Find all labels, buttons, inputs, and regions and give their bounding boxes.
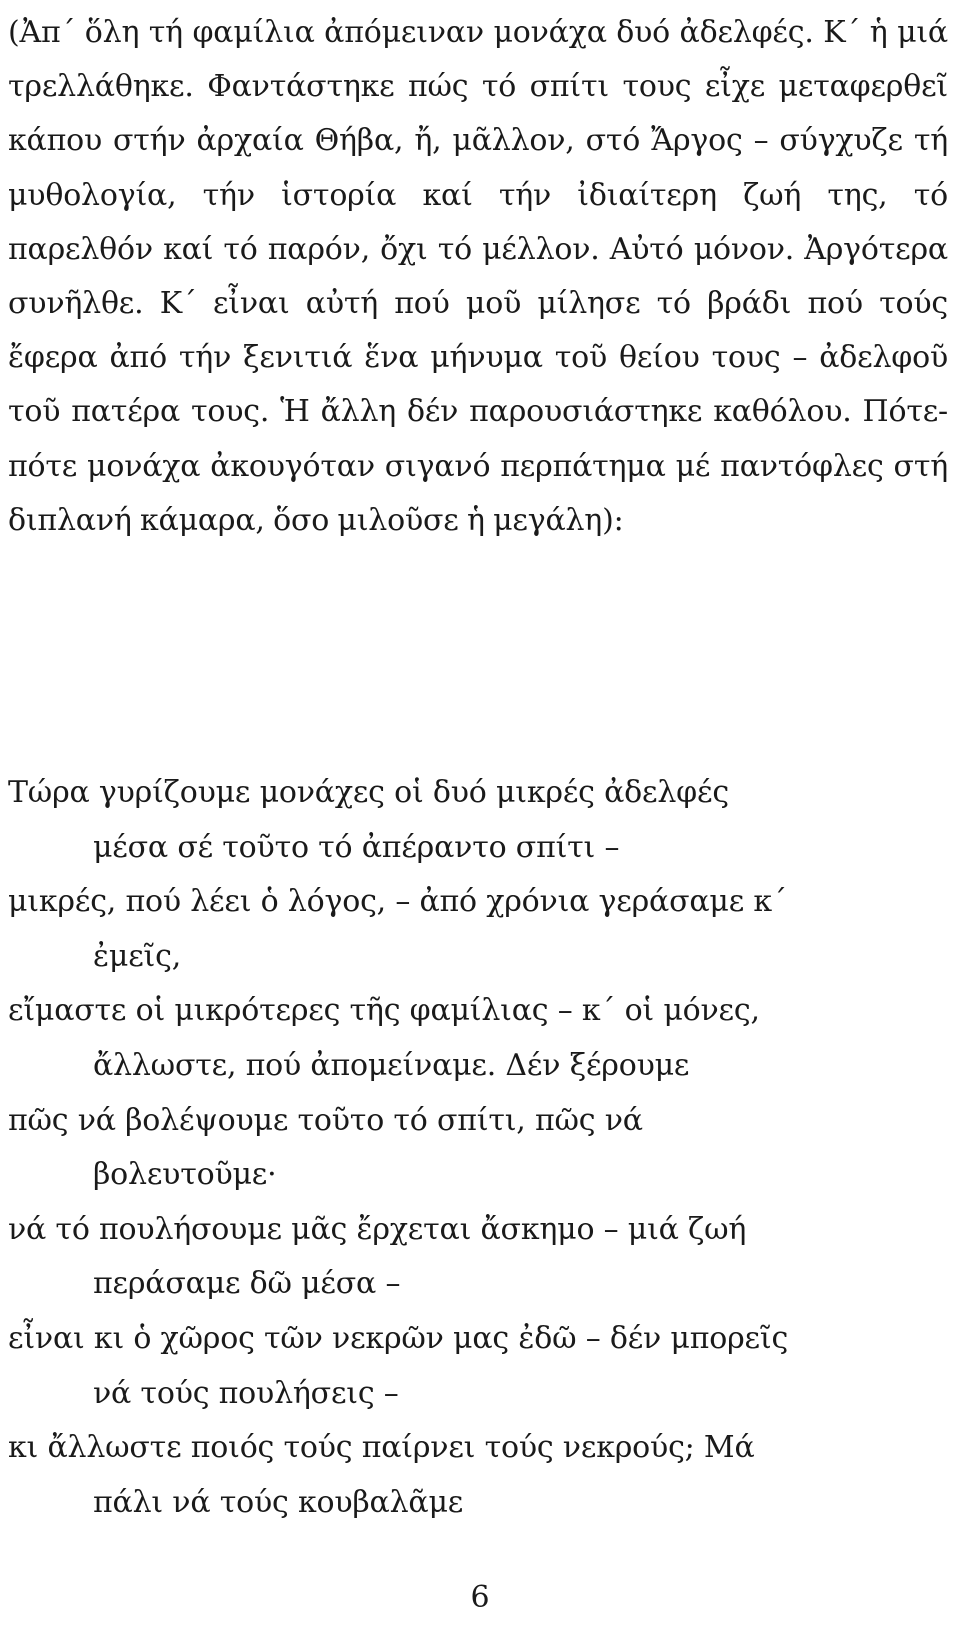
poem-line: εἶναι κι ὁ χῶρος τῶν νεκρῶν μας ἐδῶ – δέν μπορεῖς	[8, 1320, 789, 1356]
poem-line: Τώρα γυρίζουμε μονάχες οἱ δυό μικρές ἀδελφές	[8, 775, 729, 810]
poem-line-continuation: ἄλλωστε, πού ἀπομείναμε. Δέν ξέρουμε	[93, 1047, 690, 1083]
poem-line-continuation: μέσα σέ τοῦτο τό ἀπέραντο σπίτι –	[93, 829, 620, 865]
poem-line: κι ἄλλωστε ποιός τούς παίρνει τούς νεκρούς; Μά	[8, 1430, 755, 1466]
poem-line: νά τό πουλήσουμε μᾶς ἔρχεται ἄσκημο – μιά ζωή	[8, 1211, 747, 1247]
poem-line-continuation: πάλι νά τούς κουβαλᾶμε	[93, 1484, 464, 1520]
intro-paragraph: (Ἀπ΄ ὅλη τή φαμίλια ἀπόμειναν μονάχα δυό ἀδελφές. Κ΄ ἡ μιά τρελλάθηκε. Φαντάστηκε πώς τό σπίτι τους εἶχε μεταφερθεῖ κάπου στήν ἀρχαία Θήβα, ἤ, μᾶλλον, στό Ἄργος – σύγχυζε τή μυθολογία, τήν ἱστορία καί τήν ἰδιαίτερη ζωή της, τό παρελθόν καί τό παρόν, ὄχι τό μέλλον. Αὐτό μόνον. Ἀργότερα συνῆλθε. Κ΄ εἶναι αὐτή πού μοῦ μίλησε τό βράδι πού τούς ἔφερα ἀπό τήν ξενιτιά ἕνα μήνυμα τοῦ θείου τους – ἀδελφοῦ τοῦ πατέρα τους. Ἡ ἄλλη δέν παρουσιάστηκε καθόλου. Πότε-πότε μονάχα ἀκουγόταν σιγανό περπάτημα μέ παντόφλες στή διπλανή κάμαρα, ὅσο μιλοῦσε ἡ μεγάλη):	[8, 15, 948, 538]
poem-line: εἴμαστε οἱ μικρότερες τῆς φαμίλιας – κ΄ οἱ μόνες,	[8, 993, 760, 1029]
poem-line: πῶς νά βολέψουμε τοῦτο τό σπίτι, πῶς νά	[8, 1102, 643, 1138]
poem-line: μικρές, πού λέει ὁ λόγος, – ἀπό χρόνια γεράσαμε κ΄	[8, 884, 787, 920]
poem-line-continuation: βολευτοῦμε·	[93, 1157, 277, 1193]
page-number: 6	[470, 1580, 490, 1615]
poem-line-continuation: περάσαμε δῶ μέσα –	[93, 1266, 401, 1302]
poem-line-continuation: νά τούς πουλήσεις –	[93, 1375, 399, 1411]
poem-stanza	[8, 766, 948, 1530]
poem-line-continuation: ἐμεῖς,	[93, 938, 182, 974]
